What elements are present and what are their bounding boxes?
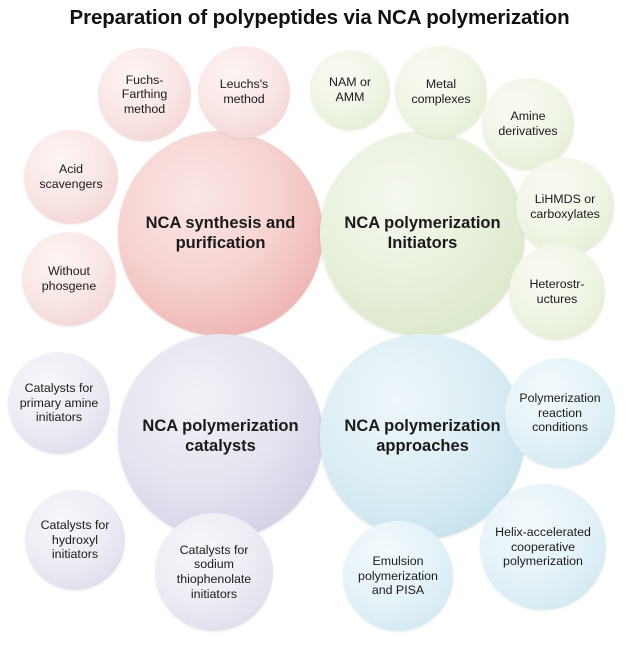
bubble-label: Emulsion polymerization and PISA — [358, 554, 438, 598]
bubble-fuchs-farthing-method — [98, 48, 191, 141]
bubble-label: Catalysts for hydroxyl initiators — [40, 518, 110, 562]
bubble-lihmds-or-carboxylates — [516, 158, 614, 256]
bubble-metal-complexes — [395, 46, 487, 138]
bubble-nca-polymerization-catalysts — [118, 334, 323, 539]
bubble-nca-synthesis-and-purification — [118, 131, 323, 336]
page-title: Preparation of polypeptides via NCA polymerization — [69, 6, 570, 29]
bubble-nam-or-amm — [310, 50, 390, 130]
bubble-emulsion-polymerization-and-pisa — [343, 521, 453, 631]
bubble-label: Amine derivatives — [498, 109, 558, 138]
bubble-label: Fuchs-Farthing method — [121, 72, 168, 116]
bubble-label: Catalysts for primary amine initiators — [19, 381, 99, 425]
bubble-amine-derivatives — [482, 78, 574, 170]
bubble-nca-polymerization-initiators — [320, 131, 525, 336]
bubble-catalysts-for-sodium-thiophenolate-initiators — [155, 513, 273, 631]
bubble-catalysts-for-primary-amine-initiators — [8, 352, 110, 454]
bubble-label: NAM or AMM — [329, 75, 371, 104]
bubble-label: Helix-accelerated cooperative polymerization — [495, 525, 591, 569]
bubble-label: NCA polymerization approaches — [344, 417, 501, 455]
bubble-without-phosgene — [22, 232, 116, 326]
bubble-label: Without phosgene — [41, 264, 97, 293]
bubble-helix-accelerated-cooperative-polymerization — [480, 484, 606, 610]
bubble-polymerization-reaction-conditions — [505, 358, 615, 468]
bubble-label: Metal complexes — [411, 77, 471, 106]
bubble-label: NCA synthesis and purification — [145, 214, 296, 252]
bubble-label: LiHMDS or carboxylates — [530, 192, 600, 221]
bubble-leuchs-method — [198, 46, 290, 138]
bubble-label: Polymerization reaction conditions — [519, 391, 601, 435]
bubble-label: Catalysts for sodium thiophenolate initiators — [176, 542, 252, 601]
bubble-label: Acid scavengers — [39, 162, 103, 191]
bubble-label: NCA polymerization Initiators — [344, 214, 501, 252]
bubble-label: Leuchs's method — [219, 77, 269, 106]
bubble-heterostructures — [509, 244, 605, 340]
bubble-acid-scavengers — [24, 130, 118, 224]
bubble-label: NCA polymerization catalysts — [142, 417, 299, 455]
bubble-catalysts-for-hydroxyl-initiators — [25, 490, 125, 590]
bubble-label: Heterostr-uctures — [529, 277, 585, 306]
